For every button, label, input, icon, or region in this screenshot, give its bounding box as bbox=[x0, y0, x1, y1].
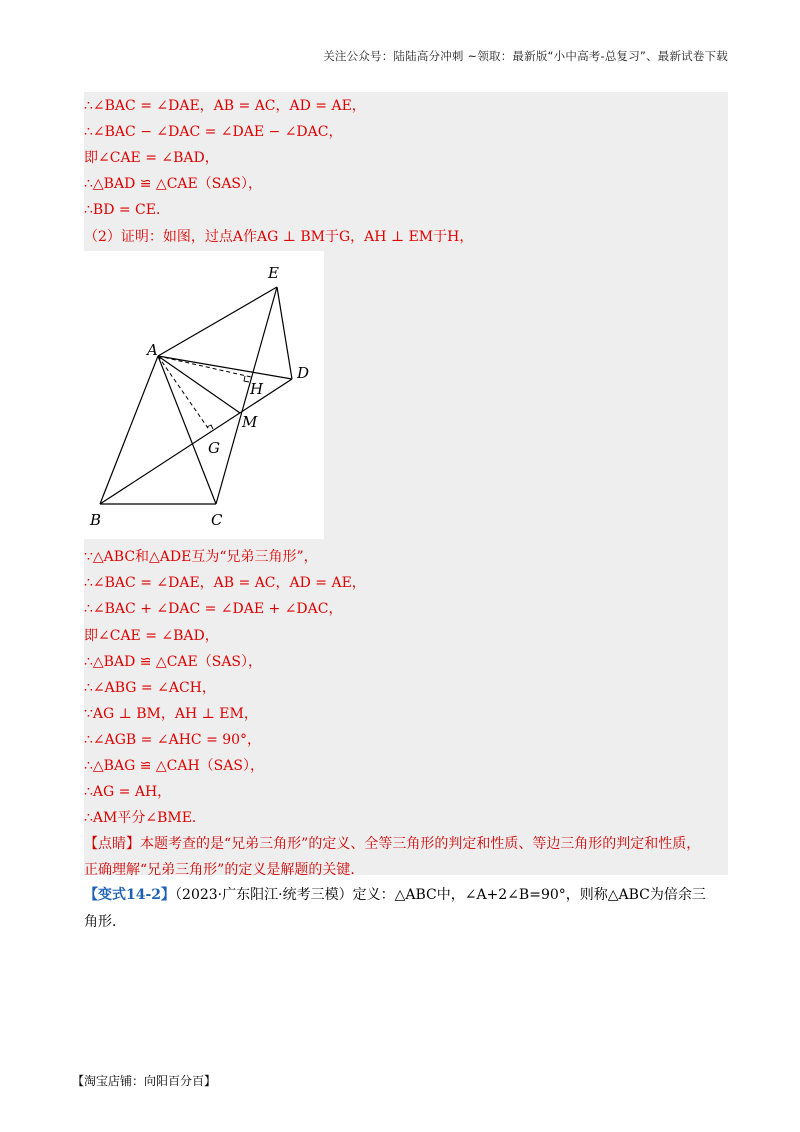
proof-line-part2-intro: （2）证明：如图，过点A作AG ⊥ BM于G，AH ⊥ EM于H， bbox=[84, 229, 474, 245]
label-M: M bbox=[242, 413, 258, 431]
proof-line: 即∠CAE = ∠BAD， bbox=[84, 628, 219, 644]
comment-line: 【点睛】本题考查的是“兄弟三角形”的定义、全等三角形的判定和性质、等边三角形的判定和性质， bbox=[84, 836, 701, 852]
variant-text: （2023·广东阳江·统考三模）定义：△ABC中，∠A+2∠B=90°，则称△ABC为倍余三 bbox=[175, 887, 706, 903]
proof-line: ∴∠BAC = ∠DAE，AB = AC，AD = AE， bbox=[84, 575, 366, 591]
proof-line: ∴∠BAC + ∠DAC = ∠DAE + ∠DAC， bbox=[84, 601, 343, 617]
proof-line: ∴AG = AH， bbox=[84, 784, 172, 800]
page-footer: 【淘宝店铺：向阳百分百】 bbox=[72, 1074, 217, 1088]
proof-line: ∵AG ⊥ BM，AH ⊥ EM， bbox=[84, 706, 258, 722]
proof-line: ∴△BAG ≌ △CAH（SAS）， bbox=[84, 758, 264, 774]
proof-line: ∵△ABC和△ADE互为“兄弟三角形”， bbox=[84, 549, 318, 565]
proof-line: ∴∠BAC − ∠DAC = ∠DAE − ∠DAC， bbox=[84, 124, 343, 140]
variant-tag: 【变式14-2】 bbox=[84, 887, 176, 903]
label-E: E bbox=[268, 264, 279, 282]
label-G: G bbox=[208, 439, 220, 457]
proof-line: 即∠CAE = ∠BAD， bbox=[84, 150, 219, 166]
variant-problem bbox=[84, 884, 706, 904]
label-C: C bbox=[211, 511, 223, 529]
label-B: B bbox=[90, 511, 102, 529]
proof-line: ∴BD = CE． bbox=[84, 202, 170, 218]
proof-line: ∴△BAD ≌ △CAE（SAS）， bbox=[84, 654, 263, 670]
proof-line: ∴∠BAC = ∠DAE，AB = AC，AD = AE， bbox=[84, 98, 366, 114]
geometry-diagram bbox=[84, 251, 324, 539]
comment-line: 正确理解“兄弟三角形”的定义是解题的关键． bbox=[84, 862, 365, 878]
page-header: 关注公众号：陆陆高分冲刺 ~领取：最新版“小中高考-总复习”、最新试卷下载 bbox=[323, 49, 728, 63]
label-H: H bbox=[250, 380, 264, 398]
label-A: A bbox=[147, 341, 158, 359]
proof-line: ∴AM平分∠BME． bbox=[84, 810, 206, 826]
proof-line: ∴∠AGB = ∠AHC = 90°， bbox=[84, 732, 262, 748]
geometry-figure bbox=[84, 251, 324, 539]
label-D: D bbox=[297, 364, 310, 382]
proof-line: ∴∠ABG = ∠ACH， bbox=[84, 680, 216, 696]
variant-problem-cont: 角形． bbox=[84, 914, 126, 930]
proof-line: ∴△BAD ≌ △CAE（SAS）， bbox=[84, 176, 263, 192]
